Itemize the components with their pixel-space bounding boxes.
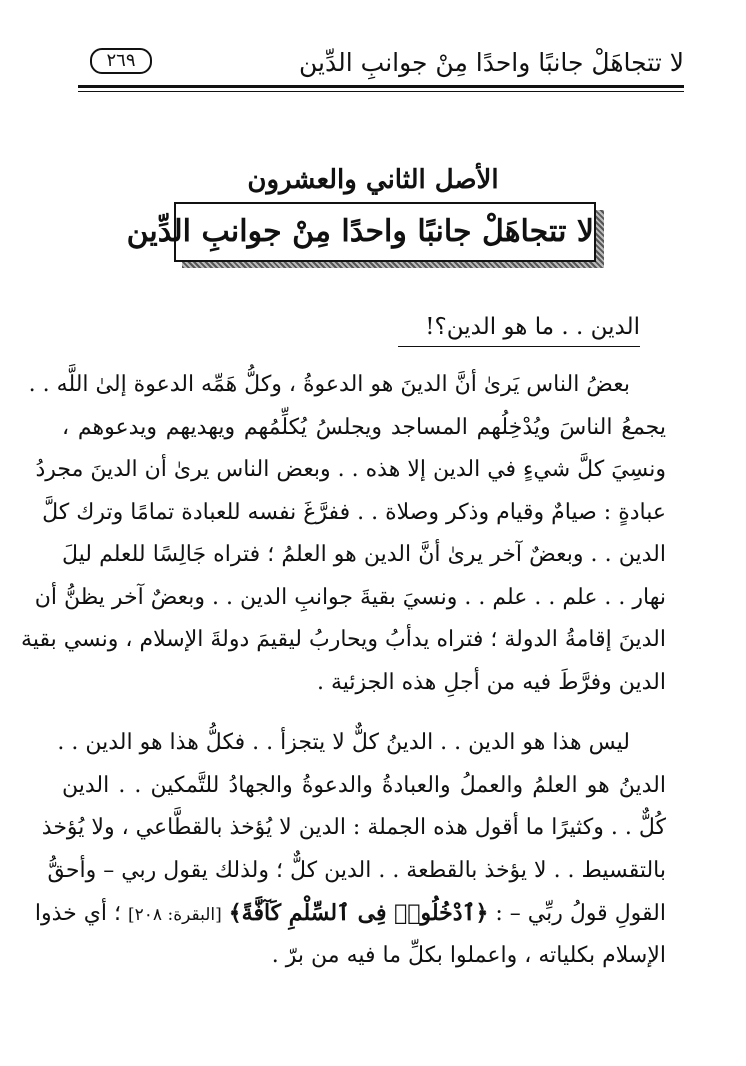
paragraph-1 (21, 364, 666, 704)
quran-line-after: ؛ أي خذوا (34, 901, 122, 926)
text-line: ونسِيَ كلَّ شيءٍ في الدين إلا هذه . . وبعض الناس يرىٰ أن الدينَ مجردُ (35, 457, 666, 482)
text-line: يجمعُ الناسَ ويُدْخِلُهم المساجد ويجلسُ يُكلِّمُهم ويهديهم ويدعوهم ، (62, 414, 666, 440)
text-line: نهار . . علم . . علم . . ونسيَ بقيةَ جوانبِ الدين . . وبعضٌ آخر يظنُّ أن (34, 584, 666, 610)
text-line: كُلٌّ . . وكثيرًا ما أقول هذه الجملة : الدين لا يُؤخذ بالقطَّاعي ، ولا يُؤخذ (41, 815, 666, 840)
running-title: لا تتجاهَلْ جانبًا واحدًا مِنْ جوانبِ الدِّين (299, 48, 684, 77)
section-question: الدين . . ما هو الدين؟! (425, 314, 640, 340)
paragraph-2 (34, 722, 666, 977)
quran-verse: ﴿ٱدْخُلُوا۟ فِى ٱلسِّلْمِ كَآفَّةً﴾ (228, 900, 489, 926)
text-line: الدينَ إقامةُ الدولة ؛ فتراه يدأبُ ويحاربُ ليقيمَ دولةَ الإسلام ، ونسي بقية (21, 627, 666, 652)
quran-line-before: القولِ قولُ ربِّي – : (495, 901, 666, 926)
paragraph-gap (62, 704, 666, 722)
chapter-number: الأصل الثاني والعشرون (247, 165, 499, 195)
page-number: ٢٦٩ (90, 48, 152, 74)
text-line: بعضُ الناس يَرىٰ أنَّ الدينَ هو الدعوةُ ، وكلُّ هَمِّه الدعوة إلىٰ اللَّه . . (28, 372, 630, 397)
text-line: ليس هذا هو الدين . . الدينُ كلٌّ لا يتجزأ . . فكلُّ هذا هو الدين . . (57, 730, 630, 755)
text-line: بالتقسيط . . لا يؤخذ بالقطعة . . الدين كلٌّ ؛ ولذلك يقول ربي – وأحقُّ (47, 857, 666, 883)
text-line: الدين وفرَّطَ فيه من أجلِ هذه الجزئية . (316, 669, 666, 695)
text-line: الإسلام بكلياته ، واعملوا بكلِّ ما فيه من برّ . (271, 942, 666, 968)
text-line: الدينُ هو العلمُ والعملُ والعبادةُ والدعوةُ والجهادُ للتَّمكين . . الدين (62, 772, 666, 798)
text-line: الدين . . وبعضٌ آخر يرىٰ أنَّ الدين هو العلمُ ؛ فتراه جَالِسًا للعلم ليلَ (62, 542, 666, 567)
verse-reference: [البقرة: ٢٠٨] (128, 905, 222, 925)
header-rule-thin (78, 91, 684, 92)
header-rule (78, 85, 684, 88)
quran-line (34, 892, 666, 935)
chapter-title: لا تتجاهَلْ جانبًا واحدًا مِنْ جوانبِ الدِّين (174, 202, 596, 262)
question-underline (398, 346, 640, 347)
text-line: عبادةٍ : صيامٌ وقيام وذكر وصلاة . . ففرَّغَ نفسه للعبادة تمامًا وترك كلَّ (42, 499, 666, 525)
running-header (78, 40, 684, 90)
body-text (21, 364, 666, 977)
